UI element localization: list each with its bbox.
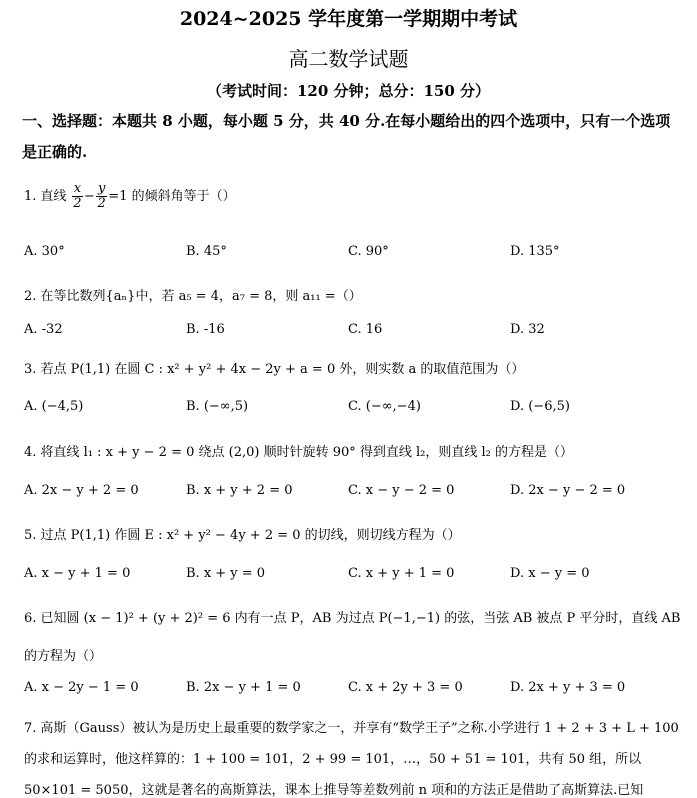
question-7-line3: 50×101 = 5050，这就是著名的高斯算法，课本上推导等差数列前 n 项和的方法正是借助了高斯算法.已知 xyxy=(24,783,644,798)
fraction-y-over-2 xyxy=(96,182,107,211)
q1-option-d: D. 135° xyxy=(510,244,560,259)
q5-option-b: B. x + y = 0 xyxy=(186,566,266,581)
question-7-line1: 7. 高斯（Gauss）被认为是历史上最重要的数学家之一，并享有“数学王子”之称.小学进行 1 + 2 + 3 + L + 100 xyxy=(24,721,679,736)
q3-option-c: C. (−∞,−4) xyxy=(348,399,421,414)
q6-option-b: B. 2x − y + 1 = 0 xyxy=(186,680,301,695)
q5-option-d: D. x − y = 0 xyxy=(510,566,590,581)
frac-numerator: y xyxy=(97,181,106,196)
equation-rhs: =1 xyxy=(108,189,128,204)
q1-option-c: C. 90° xyxy=(348,244,389,259)
q4-option-c: C. x − y − 2 = 0 xyxy=(348,483,455,498)
q4-option-d: D. 2x − y − 2 = 0 xyxy=(510,483,626,498)
frac-denominator: 2 xyxy=(73,196,82,211)
q5-option-a: A. x − y + 1 = 0 xyxy=(24,566,131,581)
q2-option-a: A. -32 xyxy=(24,322,63,337)
q6-option-d: D. 2x + y + 3 = 0 xyxy=(510,680,626,695)
question-1-suffix: 的倾斜角等于（） xyxy=(131,189,236,204)
question-1 xyxy=(24,182,236,211)
q4-option-a: A. 2x − y + 2 = 0 xyxy=(24,483,139,498)
exam-title: 2024~2025 学年度第一学期期中考试 xyxy=(179,8,518,30)
fraction-x-over-2 xyxy=(72,182,83,211)
exam-info: （考试时间：120 分钟；总分：150 分） xyxy=(206,82,491,100)
q1-option-b: B. 45° xyxy=(186,244,227,259)
question-4: 4. 将直线 l₁ : x + y − 2 = 0 绕点 (2,0) 顺时针旋转 90° 得到直线 l₂，则直线 l₂ 的方程是（） xyxy=(24,445,574,460)
question-3: 3. 若点 P(1,1) 在圆 C : x² + y² + 4x − 2y + a = 0 外，则实数 a 的取值范围为（） xyxy=(24,362,525,377)
q4-option-b: B. x + y + 2 = 0 xyxy=(186,483,293,498)
q1-option-a: A. 30° xyxy=(24,244,65,259)
q6-option-c: C. x + 2y + 3 = 0 xyxy=(348,680,463,695)
q3-option-a: A. (−4,5) xyxy=(24,399,84,414)
frac-numerator: x xyxy=(73,181,82,196)
q2-option-d: D. 32 xyxy=(510,322,545,337)
q5-option-c: C. x + y + 1 = 0 xyxy=(348,566,455,581)
section-heading: 一、选择题：本题共 8 小题，每小题 5 分，共 40 分.在每小题给出的四个选项中，只有一个选项是正确的. xyxy=(22,112,671,161)
exam-subtitle: 高二数学试题 xyxy=(288,47,409,71)
q2-option-c: C. 16 xyxy=(348,322,383,337)
q6-option-a: A. x − 2y − 1 = 0 xyxy=(24,680,139,695)
q3-option-b: B. (−∞,5) xyxy=(186,399,249,414)
question-5: 5. 过点 P(1,1) 作圆 E : x² + y² − 4y + 2 = 0 的切线，则切线方程为（） xyxy=(24,528,461,543)
question-7-line2: 的求和运算时，他这样算的：1 + 100 = 101，2 + 99 = 101，…，50 + 51 = 101，共有 50 组，所以 xyxy=(24,752,642,767)
q2-option-b: B. -16 xyxy=(186,322,225,337)
question-1-prefix: 1. 直线 xyxy=(24,189,67,204)
q3-option-d: D. (−6,5) xyxy=(510,399,570,414)
question-6-line2: 的方程为（） xyxy=(24,649,103,664)
question-2: 2. 在等比数列{aₙ}中，若 a₅ = 4，a₇ = 8，则 a₁₁ =（） xyxy=(24,289,362,304)
question-6-line1: 6. 已知圆 (x − 1)² + (y + 2)² = 6 内有一点 P，AB 为过点 P(−1,−1) 的弦，当弦 AB 被点 P 平分时，直线 AB xyxy=(24,611,681,626)
minus-sign: − xyxy=(84,189,95,204)
frac-denominator: 2 xyxy=(97,196,106,211)
